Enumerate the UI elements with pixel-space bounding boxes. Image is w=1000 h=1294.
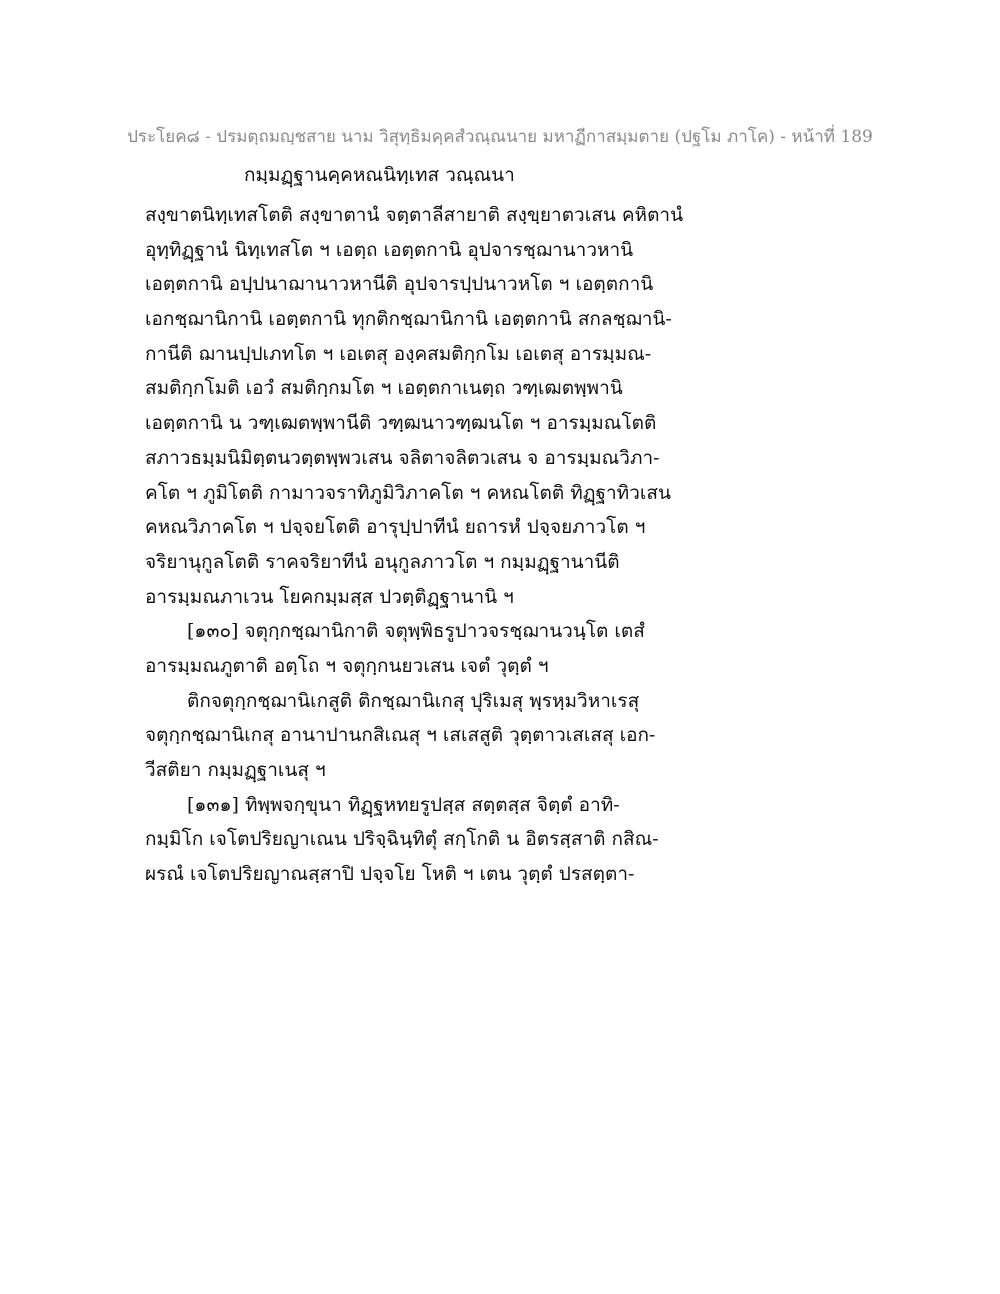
- text-line: สงฺขาตนิทฺเทสโตติ สงฺขาตานํ จตฺตาลีสายาติ สงฺขฺยาตวเสน คหิตานํ: [145, 204, 684, 226]
- text-line: กมฺมิโก เจโตปริยญาเณน ปริจฺฉินฺทิตุํ สกฺโกติ น อิตรสฺสาติ กสิณ-: [145, 828, 659, 851]
- text-line: อารมฺมณภูตาติ อตฺโถ ฯ จตุกฺกนยวเสน เจตํ วุตฺตํ ฯ: [145, 654, 549, 677]
- text-line: วีสติยา กมฺมฏฺฐาเนสุ ฯ: [145, 759, 326, 781]
- section-title: กมฺมฏฺฐานคฺคหณนิทฺเทส วณฺณนา: [244, 164, 515, 186]
- text-line: คโต ฯ ภูมิโตติ กามาวจราทิภูมิวิภาคโต ฯ คหณโตติ ทิฏฺฐาทิวเสน: [145, 481, 671, 504]
- text-line: จตุกฺกชฺฌานิเกสุ อานาปานกสิเณสุ ฯ เสเสสูติ วุตฺตาวเสเสสุ เอก-: [145, 724, 656, 747]
- paragraph-start-line: ติกจตุกฺกชฺฌานิเกสูติ ติกชฺฌานิเกสุ ปุริเมสุ พฺรหฺมวิหาเรสุ: [187, 689, 640, 712]
- text-line: อุทฺทิฏฺฐานํ นิทฺเทสโต ฯ เอตฺถ เอตฺตกานิ อุปจารชฺฌานาวหานิ: [145, 238, 634, 261]
- paragraph-start-line: [๑๓๐] จตุกฺกชฺฌานิกาติ จตุพฺพิธรูปาวจรชฺฌานวนฺโต เตสํ: [187, 620, 645, 643]
- text-line: สภาวธมฺมนิมิตฺตนวตฺตพฺพวเสน จลิตาจลิตวเสน จ อารมฺมณวิภา-: [145, 446, 660, 469]
- text-line: อารมฺมณภาเวน โยคกมฺมสฺส ปวตฺติฏฺฐานานิ ฯ: [145, 585, 514, 608]
- text-line: กานีติ ฌานปฺปเภทโต ฯ เอเตสุ องฺคสมติกฺกโม เอเตสุ อารมฺมณ-: [145, 342, 652, 365]
- text-line: เอกชฺฌานิกานิ เอตฺตกานิ ทุกติกชฺฌานิกานิ เอตฺตกานิ สกลชฺฌานิ-: [145, 308, 672, 331]
- body-text: [145, 198, 865, 892]
- text-line: จริยานุกูลโตติ ราคจริยาทีนํ อนุกูลภาวโต ฯ กมฺมฏฺฐานานีติ: [145, 550, 620, 573]
- text-line: สมติกฺกโมติ เอวํ สมติกฺกมโต ฯ เอตฺตกาเนตฺถ วฑฺเฒตพฺพานิ: [145, 377, 623, 400]
- text-line: เอตฺตกานิ อปฺปนาฌานาวหานีติ อุปจารปฺปนาวหโต ฯ เอตฺตกานิ: [145, 273, 654, 296]
- text-line: เอตฺตกานิ น วฑฺเฒตพฺพานีติ วฑฺฒนาวฑฺฒนโต ฯ อารมฺมณโตติ: [145, 412, 657, 435]
- text-line: ผรณํ เจโตปริยญาณสฺสาปิ ปจฺจโย โหติ ฯ เตน วุตฺตํ ปรสตฺตา-: [145, 863, 635, 886]
- paragraph-start-line: [๑๓๑] ทิพฺพจกฺขุนา ทิฏฺฐหทยรูปสฺส สตฺตสฺส จิตฺตํ อาทิ-: [187, 793, 620, 816]
- running-header: ประโยค๘ - ปรมตฺถมญฺชสาย นาม วิสุทฺธิมคฺคสํวณฺณนาย มหาฏีกาสมฺมตาย (ปฐโม ภาโค) - หน้าที่ 189: [127, 127, 873, 147]
- text-line: คหณวิภาคโต ฯ ปจฺจยโตติ อารุปฺปาทีนํ ยถารหํ ปจฺจยภาวโต ฯ: [145, 516, 646, 539]
